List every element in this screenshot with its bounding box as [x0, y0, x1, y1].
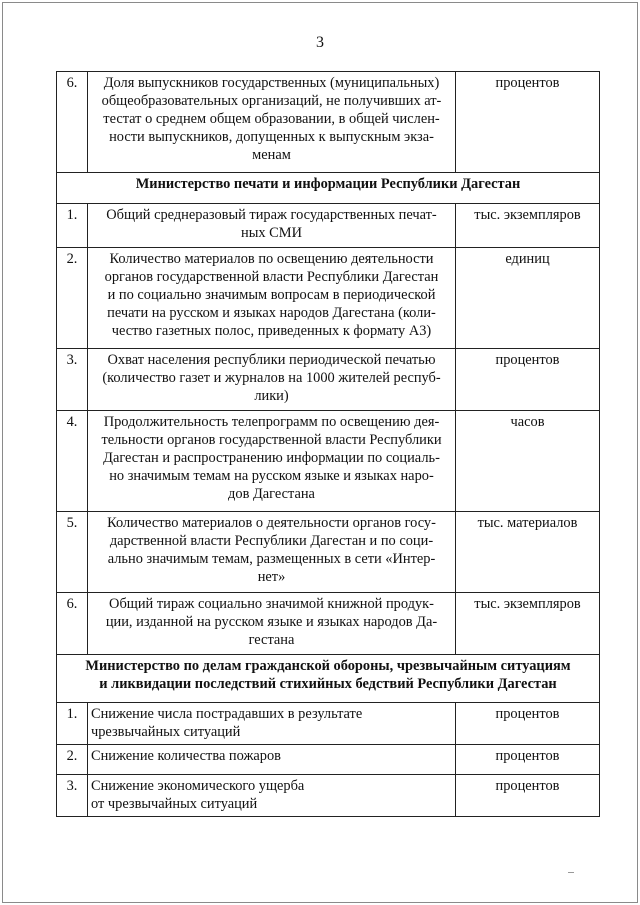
table-row [57, 349, 600, 411]
table-row [57, 72, 600, 173]
indicator-description: Общий среднеразовый тираж государственных печат- ных СМИ [88, 204, 456, 248]
section-header-row [57, 173, 600, 204]
indicator-description: Снижение числа пострадавших в результате чрезвычайных ситуаций [88, 703, 456, 745]
unit-of-measure: тыс. экземпляров [456, 204, 600, 248]
indicator-description: Снижение экономического ущерба от чрезвычайных ситуаций [88, 775, 456, 817]
row-number: 1. [57, 703, 88, 745]
row-number: 6. [57, 593, 88, 655]
indicator-description: Снижение количества пожаров [88, 745, 456, 775]
indicator-description: Доля выпускников государственных (муниципальных) общеобразовательных организаций, не получивших ат- тестат о среднем общем образовании, в общей числен- ности выпускников, допущенных к выпускным экза- менам [88, 72, 456, 173]
unit-of-measure: процентов [456, 72, 600, 173]
table-row [57, 411, 600, 512]
section-title: Министерство по делам гражданской обороны, чрезвычайным ситуациям и ликвидации последствий стихийных бедствий Республики Дагестан [57, 655, 600, 703]
table-row [57, 593, 600, 655]
unit-of-measure: часов [456, 411, 600, 512]
indicator-description: Продолжительность телепрограмм по освещению дея- тельности органов государственной власти Республики Дагестан и распространению информации по социаль- но значимым темам на русском языке и языках наро- дов Дагестана [88, 411, 456, 512]
indicator-description: Количество материалов по освещению деятельности органов государственной власти Республики Дагестан и по социально значимым вопросам в периодической печати на русском и языках народов Дагестана (коли- чество газетных полос, приведенных к формату А3) [88, 248, 456, 349]
indicator-description: Общий тираж социально значимой книжной продук- ции, изданной на русском языке и языках народов Да- гестана [88, 593, 456, 655]
indicator-description: Охват населения республики периодической печатью (количество газет и журналов на 1000 жителей респуб- лики) [88, 349, 456, 411]
section-header-row [57, 655, 600, 703]
row-number: 4. [57, 411, 88, 512]
unit-of-measure: тыс. экземпляров [456, 593, 600, 655]
page-number: 3 [316, 34, 324, 51]
table-row [57, 512, 600, 593]
row-number: 1. [57, 204, 88, 248]
row-number: 3. [57, 349, 88, 411]
scan-mark [568, 872, 574, 873]
indicators-table [56, 71, 600, 817]
row-number: 5. [57, 512, 88, 593]
table-row [57, 204, 600, 248]
table-row [57, 745, 600, 775]
row-number: 3. [57, 775, 88, 817]
unit-of-measure: процентов [456, 349, 600, 411]
unit-of-measure: процентов [456, 703, 600, 745]
unit-of-measure: процентов [456, 775, 600, 817]
unit-of-measure: процентов [456, 745, 600, 775]
table-row [57, 248, 600, 349]
indicator-description: Количество материалов о деятельности органов госу- дарственной власти Республики Дагестан и по соци- ально значимым темам, размещенных в сети «Интер- нет» [88, 512, 456, 593]
row-number: 2. [57, 745, 88, 775]
row-number: 2. [57, 248, 88, 349]
row-number: 6. [57, 72, 88, 173]
table-row [57, 703, 600, 745]
unit-of-measure: единиц [456, 248, 600, 349]
section-title: Министерство печати и информации Республики Дагестан [57, 173, 600, 204]
table-row [57, 775, 600, 817]
unit-of-measure: тыс. материалов [456, 512, 600, 593]
